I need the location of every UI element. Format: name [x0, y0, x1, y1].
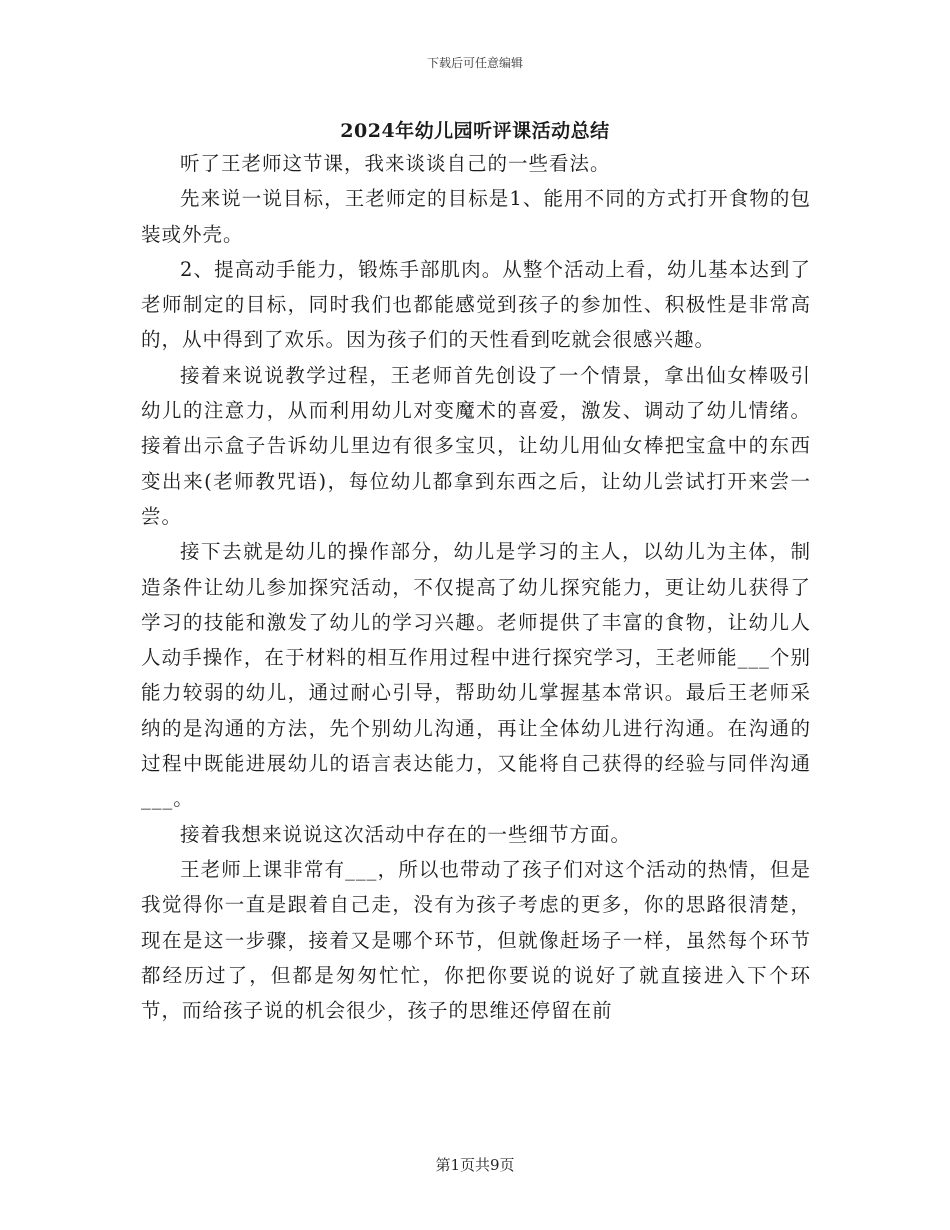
paragraph: 接下去就是幼儿的操作部分，幼儿是学习的主人，以幼儿为主体，制造条件让幼儿参加探究活动，不仅提高了幼儿探究能力，更让幼儿获得了学习的技能和激发了幼儿的学习兴趣。老师提供了丰富的食物，让幼儿人人动手操作，在于材料的相互作用过程中进行探究学习，王老师能___个别能力较弱的幼儿，通过耐心引导，帮助幼儿掌握基本常识。最后王老师采纳的是沟通的方法，先个别幼儿沟通，再让全体幼儿进行沟通。在沟通的过程中既能进展幼儿的语言表达能力，又能将自己获得的经验与同伴沟通___。	[141, 540, 811, 811]
document-title: 2024年幼儿园听评课活动总结	[340, 120, 610, 142]
document-body	[141, 146, 811, 1028]
header-note: 下载后可任意编辑	[426, 56, 523, 70]
paragraph: 接着来说说教学过程，王老师首先创设了一个情景，拿出仙女棒吸引幼儿的注意力，从而利用幼儿对变魔术的喜爱，激发、调动了幼儿情绪。接着出示盒子告诉幼儿里边有很多宝贝，让幼儿用仙女棒把宝盒中的东西变出来(老师教咒语)，每位幼儿都拿到东西之后，让幼儿尝试打开来尝一尝。	[141, 363, 811, 528]
paragraph: 王老师上课非常有___，所以也带动了孩子们对这个活动的热情，但是我觉得你一直是跟着自己走，没有为孩子考虑的更多，你的思路很清楚，现在是这一步骤，接着又是哪个环节，但就像赶场子一样，虽然每个环节都经历过了，但都是匆匆忙忙，你把你要说的说好了就直接进入下个环节，而给孩子说的机会很少，孩子的思维还停留在前	[141, 857, 811, 1023]
page-number: 第1页共9页	[435, 1156, 515, 1174]
paragraph: 2、提高动手能力，锻炼手部肌肉。从整个活动上看，幼儿基本达到了老师制定的目标，同时我们也都能感觉到孩子的参加性、积极性是非常高的，从中得到了欢乐。因为孩子们的天性看到吃就会很感兴趣。	[141, 257, 811, 352]
paragraph: 接着我想来说说这次活动中存在的一些细节方面。	[180, 822, 632, 846]
paragraph: 先来说一说目标，王老师定的目标是1、能用不同的方式打开食物的包装或外壳。	[141, 187, 811, 246]
paragraph: 听了王老师这节课，我来谈谈自己的一些看法。	[180, 152, 611, 175]
